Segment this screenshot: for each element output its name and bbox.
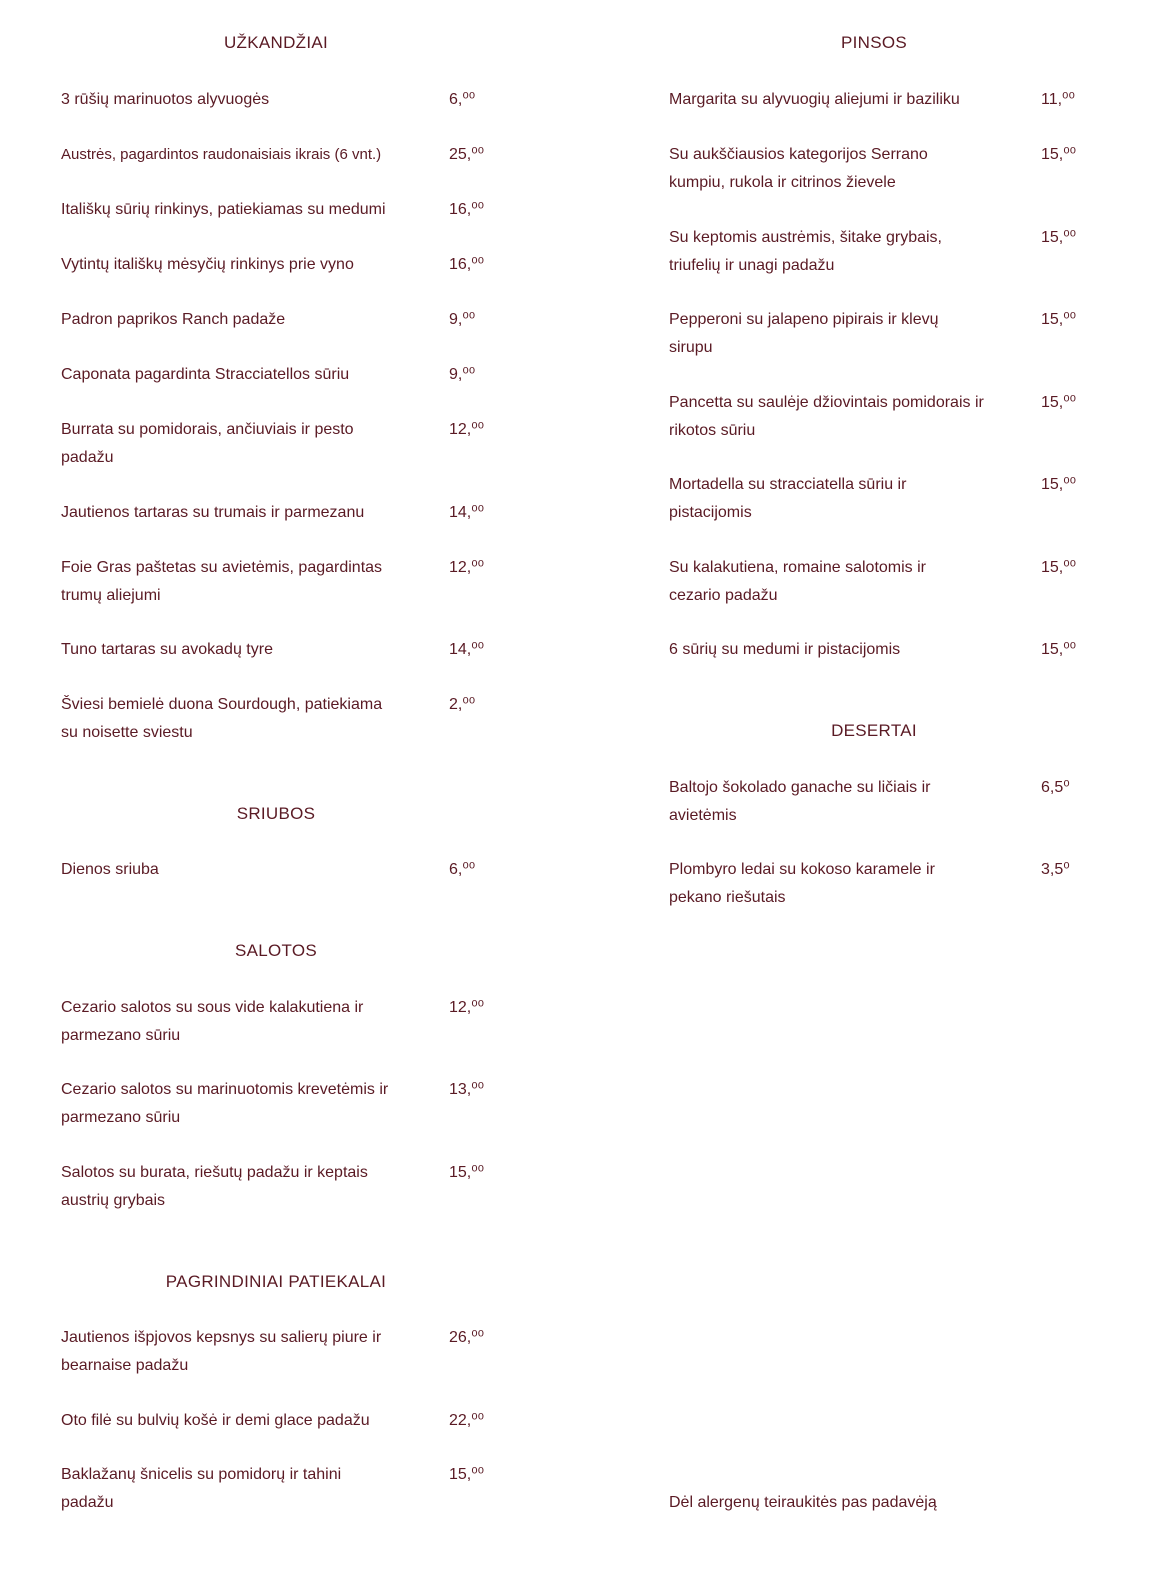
menu-item-price: 26,⁰⁰ [449, 1329, 485, 1346]
menu-item-name: Su keptomis austrėmis, šitake grybais, triufelių ir unagi padažu [669, 229, 942, 274]
menu-item-price: 14,⁰⁰ [449, 504, 485, 521]
section-title-pinsos: PINSOS [840, 33, 908, 52]
menu-item-name: Su kalakutiena, romaine salotomis ir cezario padažu [669, 559, 927, 604]
menu-item-price: 12,⁰⁰ [449, 559, 485, 576]
menu-item-price: 15,⁰⁰ [1041, 641, 1077, 658]
menu-item-name: Jautienos tartaras su trumais ir parmezanu [61, 504, 365, 521]
menu-item-name: Baltojo šokolado ganache su ličiais ir avietėmis [669, 779, 931, 824]
menu-item-price: 15,⁰⁰ [1041, 311, 1077, 328]
menu-item-name: Oto filė su bulvių košė ir demi glace padažu [61, 1412, 370, 1429]
section-title-pagrindiniai-patiekalai: PAGRINDINIAI PATIEKALAI [165, 1272, 387, 1291]
menu-item-price: 15,⁰⁰ [1041, 394, 1077, 411]
menu-item-name: Tuno tartaras su avokadų tyre [61, 641, 273, 658]
menu-item-price: 11,⁰⁰ [1041, 91, 1075, 108]
menu-item-price: 22,⁰⁰ [449, 1412, 485, 1429]
menu-item-name: Margarita su alyvuogių aliejumi ir baziliku [669, 91, 960, 108]
menu-item-name: Pepperoni su jalapeno pipirais ir klevų sirupu [669, 311, 939, 356]
menu-item-name: Burrata su pomidorais, ančiuviais ir pesto padažu [61, 421, 354, 466]
menu-item-price: 6,⁰⁰ [449, 861, 476, 878]
menu-item-name: Itališkų sūrių rinkinys, patiekiamas su medumi [61, 201, 386, 218]
menu-item-price: 12,⁰⁰ [449, 999, 485, 1016]
menu-item-name: Austrės, pagardintos raudonaisiais ikrais (6 vnt.) [61, 146, 382, 163]
menu-item-name: Salotos su burata, riešutų padažu ir keptais austrių grybais [61, 1164, 368, 1209]
menu-item-name: Vytintų itališkų mėsyčių rinkinys prie vyno [61, 256, 354, 273]
menu-item-name: Mortadella su stracciatella sūriu ir pistacijomis [669, 476, 907, 521]
menu-item-price: 15,⁰⁰ [449, 1466, 485, 1483]
menu-item-name: Cezario salotos su marinuotomis krevetėmis ir parmezano sūriu [61, 1081, 389, 1126]
menu-item-name: Šviesi bemielė duona Sourdough, patiekiama su noisette sviestu [61, 696, 383, 741]
menu-item-price: 6,⁰⁰ [449, 91, 476, 108]
menu-item-name: Foie Gras paštetas su avietėmis, pagardintas trumų aliejumi [61, 559, 383, 604]
menu-item-name: 6 sūrių su medumi ir pistacijomis [669, 641, 901, 658]
menu-item-price: 15,⁰⁰ [449, 1164, 485, 1181]
menu-item-price: 14,⁰⁰ [449, 641, 485, 658]
menu-item-price: 9,⁰⁰ [449, 311, 476, 328]
menu-item-name: Baklažanų šnicelis su pomidorų ir tahini padažu [61, 1466, 342, 1511]
menu-item-name: Jautienos išpjovos kepsnys su salierų piure ir bearnaise padažu [61, 1329, 382, 1374]
menu-item-price: 9,⁰⁰ [449, 366, 476, 383]
menu-item-name: Su aukščiausios kategorijos Serrano kumpiu, rukola ir citrinos žievele [669, 146, 928, 191]
menu-item-price: 15,⁰⁰ [1041, 146, 1077, 163]
allergen-note: Dėl alergenų teiraukitės pas padavėją [669, 1494, 937, 1511]
menu-item-price: 2,⁰⁰ [449, 696, 476, 713]
menu-item-price: 13,⁰⁰ [449, 1081, 485, 1098]
menu-item-name: Padron paprikos Ranch padaže [61, 311, 286, 328]
menu-item-price: 16,⁰⁰ [449, 201, 485, 218]
menu-item-price: 6,5⁰ [1041, 779, 1070, 796]
menu-item-name: 3 rūšių marinuotos alyvuogės [61, 91, 270, 108]
section-title-uzkandziai: UŽKANDŽIAI [223, 33, 329, 52]
menu-item-price: 3,5⁰ [1041, 861, 1070, 878]
menu-item-price: 16,⁰⁰ [449, 256, 485, 273]
menu-item-name: Dienos sriuba [61, 861, 159, 878]
menu-item-price: 15,⁰⁰ [1041, 229, 1077, 246]
menu-item-name: Pancetta su saulėje džiovintais pomidorais ir rikotos sūriu [669, 394, 984, 439]
menu-item-name: Caponata pagardinta Stracciatellos sūriu [61, 366, 350, 383]
menu-item-price: 15,⁰⁰ [1041, 559, 1077, 576]
menu-item-price: 12,⁰⁰ [449, 421, 485, 438]
menu-item-price: 15,⁰⁰ [1041, 476, 1077, 493]
section-title-desertai: DESERTAI [831, 721, 917, 740]
menu-item-price: 25,⁰⁰ [449, 146, 485, 163]
section-title-salotos: SALOTOS [234, 941, 318, 960]
menu-item-name: Plombyro ledai su kokoso karamele ir pekano riešutais [669, 861, 935, 906]
section-title-sriubos: SRIUBOS [236, 804, 316, 823]
menu-item-name: Cezario salotos su sous vide kalakutiena ir parmezano sūriu [61, 999, 364, 1044]
